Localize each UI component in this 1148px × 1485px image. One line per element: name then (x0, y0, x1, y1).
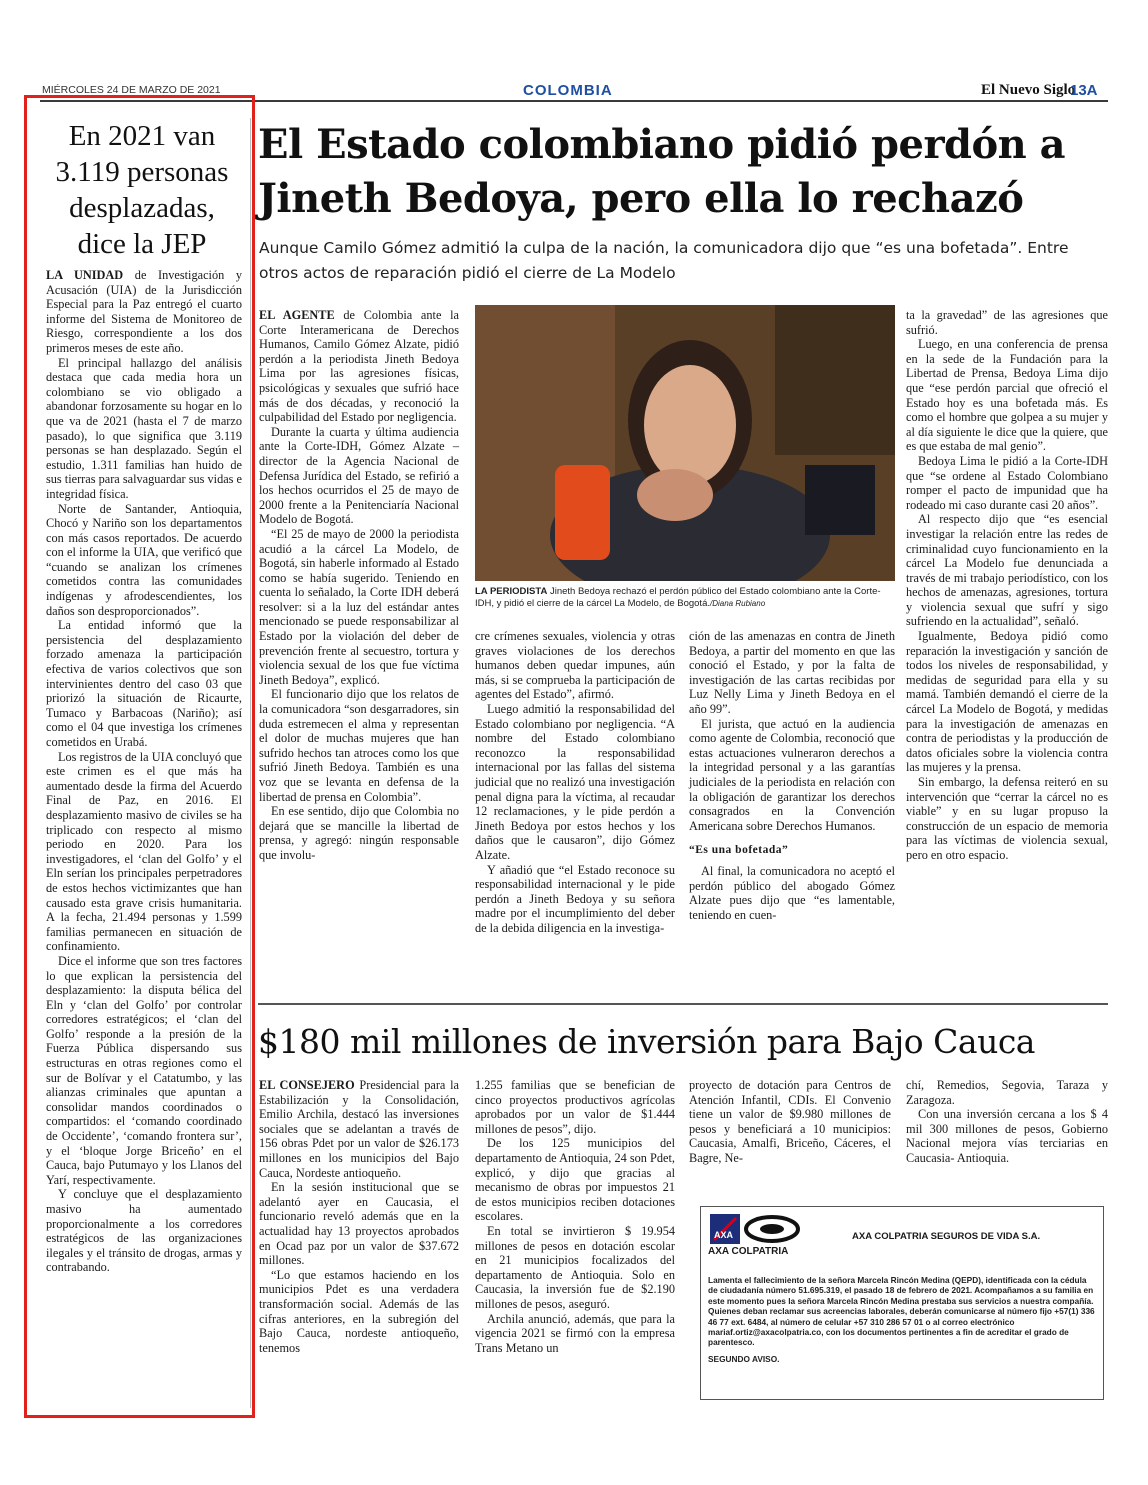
sidebar-paragraph: Dice el informe que son tres factores lo que explican la persistencia del desplazamiento: la disputa bélica del Eln y ‘clan del Golfo’ por controlar corredores estratégicos; el ‘clan del Golfo’ responde a la presión de la Fuerza Pública dispersando sus estructuras en otras regiones como el sur de Bolívar y el Catatumbo, y las alianzas criminales que apuntan a consolidar mandos coordinados o compartidos: el ‘comando coordinado de Occidente’, ‘comando frontera sur’, y el ‘bloque Jorge Briceño’ en el Cauca, bajo Putumayo y los Llanos del Yarí, respectivamente. (46, 953, 242, 1187)
article-paragraph: Al final, la comunicadora no aceptó el perdón público del abogado Gómez Alzate pues dijo que “es lamentable, teniendo en cuen- (689, 863, 895, 922)
page-number: 13A (1070, 82, 1098, 99)
article-paragraph: EL AGENTE de Colombia ante la Corte Interamericana de Derechos Humanos, Camilo Gómez Alzate, pidió perdón a la periodista Jineth Bedoya Lima por las agresiones físicas, psicológicas y sexuales que sufrió hace más de dos décadas, y reconoció la culpabilidad del Estado por negligencia. (259, 308, 459, 425)
newspaper-name: El Nuevo Siglo (981, 82, 1076, 98)
article2-column-1 (259, 1078, 459, 1355)
photo-credit: /Diana Rubiano (710, 599, 766, 608)
section-rule (258, 1003, 1108, 1005)
article-paragraph: De los 125 municipios del departamento de Antioquia, 24 son Pdet, explicó, y dijo que gracias al mecanismo de obras por impuestos 21 de estos municipios reciben dotaciones escolares. (475, 1136, 675, 1224)
article-paragraph: Archila anunció, además, que para la vigencia 2021 se firmó con la empresa Trans Metano un (475, 1311, 675, 1355)
article-paragraph: En la sesión institucional que se adelantó ayer en Caucasia, el funcionario reveló además que en la actualidad hay 13 proyectos aprobados en Ocad paz por un valor de $37.672 millones. (259, 1180, 459, 1268)
article-photo (475, 305, 895, 581)
article-paragraph: Con una inversión cercana a los $ 4 mil 300 millones de pesos, Gobierno Nacional mejora vías terciarias en Caucasia- Antioquia. (906, 1107, 1108, 1165)
article-paragraph: cre crímenes sexuales, violencia y otras graves violaciones de los derechos humanos deben quedar impunes, aún más, si se comprueba la participación de agentes del Estado”, afirmó. (475, 629, 675, 702)
ad-body (708, 1275, 1096, 1364)
article-paragraph: En ese sentido, dijo que Colombia no dejará que se mancille la libertad de prensa, y agregó: ningún responsable que involu- (259, 804, 459, 862)
subheading: “Es una bofetada” (689, 844, 789, 857)
article-paragraph: 1.255 familias que se benefician de cinco proyectos productivos agrícolas aprobados por un valor de $1.444 millones de pesos”, dijo. (475, 1078, 675, 1136)
sidebar-paragraph: La entidad informó que la persistencia del desplazamiento forzado amenaza la participación efectiva de varios colectivos que son intervinientes dentro del caso 03 que priorizó la situación de Ricaurte, Tumaco y Barbacoas (Nariño); así como el 04 que investiga los crímenes cometidos en Urabá. (46, 618, 242, 749)
column-divider (250, 118, 251, 1408)
article-paragraph: ción de las amenazas en contra de Jineth Bedoya, a partir del momento en que las conoció el Estado, y por la falta de investigación de las cartas recibidas por Luz Nelly Lima y Jineth Bedoya en el año 99”. (689, 629, 895, 716)
article-paragraph: “El 25 de mayo de 2000 la periodista acudió a la cárcel La Modelo, de Bogotá, sin haberle informado al Estado como se había sugerido. Teniendo en cuenta lo señalado, la Corte IDH deberá resolver: si a la luz del estándar antes mencionado se puede responsabilizar al Estado por la violación del deber de prevención frente al secuestro, tortura y violencia sexual de los que fue víctima Jineth Bedoya”, explicó. (259, 526, 459, 687)
ad-company-name: AXA COLPATRIA SEGUROS DE VIDA S.A. (852, 1231, 1041, 1242)
article-paragraph: En total se invirtieron $ 19.954 millones de pesos en dotación escolar en 21 municipios focalizados del departamento de Antioquia. Solo en Caucasia, la inversión fue de $2.190 millones de pesos, aseguró. (475, 1223, 675, 1311)
caption-lead: LA PERIODISTA (475, 586, 548, 597)
woman-photo-illustration (475, 305, 895, 581)
article2-column-2 (475, 1078, 675, 1355)
article2-column-4 (906, 1078, 1108, 1166)
sidebar-paragraph: Y concluye que el desplazamiento masivo ha aumentado proporcionalmente a los corredores estratégicos de las organizaciones ilegales y el tránsito de drogas, armas y contrabando. (46, 1187, 242, 1275)
sidebar-paragraph: LA UNIDAD de Investigación y Acusación (UIA) de la Jurisdicción Especial para la Paz entregó el cuarto informe del Sistema de Monitoreo de Riesgo, correspondiente a los dos primeros meses de este año. (46, 268, 242, 355)
sidebar-headline: En 2021 van 3.119 personas desplazadas, dice la JEP (55, 120, 229, 260)
article2-column-3 (689, 1078, 891, 1166)
ad-notice: SEGUNDO AVISO. (708, 1353, 780, 1364)
article-paragraph: El funcionario dijo que los relatos de la comunicadora “son desgarradores, sin duda estremecen el alma y representan el dolor de muchas mujeres que han sufrido hechos tan atroces como los que sufrió Jineth Bedoya. También es una voz que se levanta en defensa de la libertad de prensa en Colombia”. (259, 687, 459, 804)
article-paragraph: Igualmente, Bedoya pidió como reparación la investigación y sanción de todos los niveles de responsabilidad, y medidas de seguridad para ella y su mamá. También demandó el cierre de la cárcel La Modelo de Bogotá, y medidas para la investigación de amenazas en contra de periodistas y la producción de datos oficiales sobre la violencia contra las mujeres y la prensa. (906, 629, 1108, 775)
article-paragraph: chí, Remedios, Segovia, Taraza y Zaragoza. (906, 1078, 1108, 1107)
caption-text: Jineth Bedoya rechazó el perdón público del Estado colombiano ante la Corte-IDH, y pidió el cierre de la cárcel La Modelo, de Bogotá. (475, 586, 881, 609)
sidebar-paragraph: Los registros de la UIA concluyó que este crimen es el que más ha aumentado desde la firma del Acuerdo Final de Paz, en 2016. El desplazamiento masivo de civiles se ha triplicado con respecto al mismo periodo en 2020. Para los investigadores, el ‘clan del Golfo’ y el Eln serían los principales perpetradores de estos hechos victimizantes que han causado esta grave crisis humanitaria. A la fecha, 21.494 personas y 1.599 familias permanecen en situación de confinamiento. (46, 749, 242, 954)
article-paragraph: Luego admitió la responsabilidad del Estado colombiano por negligencia. “A nombre del Estado colombiano reconozco la responsabilidad internacional por las fallas del sistema judicial que no realizó una investigación penal digna para la víctima, al recaudar 12 reclamaciones, y le pide perdón a Jineth Bedoya por estos hechos y los daños que le causaron”, dijo Gómez Alzate. (475, 701, 675, 862)
sidebar-paragraph: Norte de Santander, Antioquia, Chocó y Nariño son los departamentos con más casos reportados. De acuerdo con el informe la UIA, que verificó que “cuando se analizan los crímenes cometidos contra las comunidades indígenas y afrodescendientes, los daños son desproporcionados”. (46, 501, 242, 618)
sidebar-lead: LA UNIDAD (46, 268, 124, 282)
ad-text: Lamenta el fallecimiento de la señora Marcela Rincón Medina (QEPD), identificada con la cédula de ciudadanía número 51.695.319, el pasado 18 de febrero de 2021. Acompañamos a su familia en este momento pues la señora Marcela Rincón Medina prestaba sus servicios a nuestra compañía. Quienes deban reclamar sus acreencias laborales, deberán comunicarse al número fijo +57(1) 336 46 77 ext. 6484, al número de celular +57 310 286 57 01 o al correo electrónico mariaf.ortiz@axacolpatria.co, con los documentos pertinentes a fin de acreditar el grado de parentesco. (708, 1275, 1095, 1348)
section-name: COLOMBIA (523, 82, 613, 99)
article1-column-1 (259, 308, 459, 863)
second-headline: $180 mil millones de inversión para Bajo Cauca (258, 1022, 1035, 1061)
page-date: MIÉRCOLES 24 DE MARZO DE 2021 (42, 84, 221, 96)
article1-column-4 (906, 308, 1108, 863)
article-paragraph: Luego, en una conferencia de prensa en la sede de la Fundación para la Libertad de Prensa, Bedoya Lima dijo que “ese perdón parcial que ofreció el Estado hoy es una bofetada más. Es como el hombre que golpea a su mujer y al día siguiente le dice que la quiere, que es que estaba de mal genio”. (906, 337, 1108, 454)
article-paragraph: Y añadió que “el Estado reconoce su responsabilidad internacional y le pide perdón a Jineth Bedoya y su señora madre por el incumplimiento del deber de la debida diligencia en la investiga- (475, 862, 675, 935)
article1-column-3 (689, 629, 895, 922)
photo-caption (475, 586, 895, 610)
ad-logo-text: AXA COLPATRIA (708, 1246, 789, 1257)
microphone-icon (555, 465, 610, 560)
article1-column-2 (475, 629, 675, 935)
svg-text:AXA: AXA (714, 1230, 734, 1240)
article-paragraph: Al respecto dijo que “es esencial investigar la relación entre las redes de criminalidad cuyo funcionamiento en la cárcel La Modelo fue denunciada a través de mi trabajo periodístico, con los hechos de amenazas, agresiones, tortura y violencia sexual que sufrí y sigo sufriendo en la actualidad”, señaló. (906, 512, 1108, 629)
article2-lead: EL CONSEJERO (259, 1078, 355, 1092)
article-paragraph: ta la gravedad” de las agresiones que sufrió. (906, 308, 1108, 337)
article-paragraph: “Lo que estamos haciendo en los municipios Pdet es una verdadera transformación social. Además de las cifras anteriores, en la subregión del Bajo Cauca, nordeste antioqueño, tenemos (259, 1267, 459, 1355)
main-deck: Aunque Camilo Gómez admitió la culpa de la nación, la comunicadora dijo que “es una bofetada”. Entre otros actos de reparación pidió el cierre de La Modelo (259, 239, 1069, 282)
sidebar-paragraph: El principal hallazgo del análisis destaca que cada media hora un colombiano se vio obligado a abandonar forzosamente su hogar en lo que va de 2021 (hasta el 7 de marzo pasado), lo que significa que 3.119 personas se han desplazado. Según el estudio, 1.311 familias han huido de sus tierras para salvaguardar sus vidas e integridad física. (46, 355, 242, 501)
article1-lead: EL AGENTE (259, 308, 335, 322)
article-paragraph: Bedoya Lima le pidió a la Corte-IDH que “se ordene al Estado Colombiano romper el pacto de impunidad que ha rodeado mi caso durante casi 20 años”. (906, 453, 1108, 512)
article-paragraph: proyecto de dotación para Centros de Atención Infantil, CDIs. El Convenio tiene un valor de $9.980 millones de pesos y beneficiará a 10 municipios: Caucasia, Amalfi, Briceño, Cáceres, el Bagre, Ne- (689, 1078, 891, 1165)
sidebar-body (46, 268, 242, 1275)
axa-logo-icon (710, 1214, 810, 1250)
article-paragraph: Durante la cuarta y última audiencia ante la Corte-IDH, Gómez Alzate –director de la Agencia Nacional de Defensa Jurídica del Estado, se refirió a los hechos ocurridos el 25 de mayo de 2000 frente a la Penitenciaría Nacional Modelo de Bogotá. (259, 424, 459, 527)
article-paragraph: El jurista, que actuó en la audiencia como agente de Colombia, reconoció que estas actuaciones vulneraron derechos a la integridad personal y a las garantías judiciales de la periodista en relación con la obligación de garantizar los derechos consagrados en la Convención Americana sobre Derechos Humanos. (689, 716, 895, 833)
main-headline: El Estado colombiano pidió perdón a Jineth Bedoya, pero ella lo rechazó (258, 121, 1066, 222)
article-paragraph: EL CONSEJERO Presidencial para la Estabilización y la Consolidación, Emilio Archila, destacó las inversiones sociales que se adelantan a través de 156 obras Pdet por un valor de $26.173 millones en los municipios del Bajo Cauca, Nordeste antioqueño. (259, 1078, 459, 1180)
article-paragraph: Sin embargo, la defensa reiteró en su intervención que “cerrar la cárcel no es viable” y en su lugar propuso la construcción de un espacio de memoria para las víctimas de violencia sexual, pero en otro espacio. (906, 775, 1108, 862)
